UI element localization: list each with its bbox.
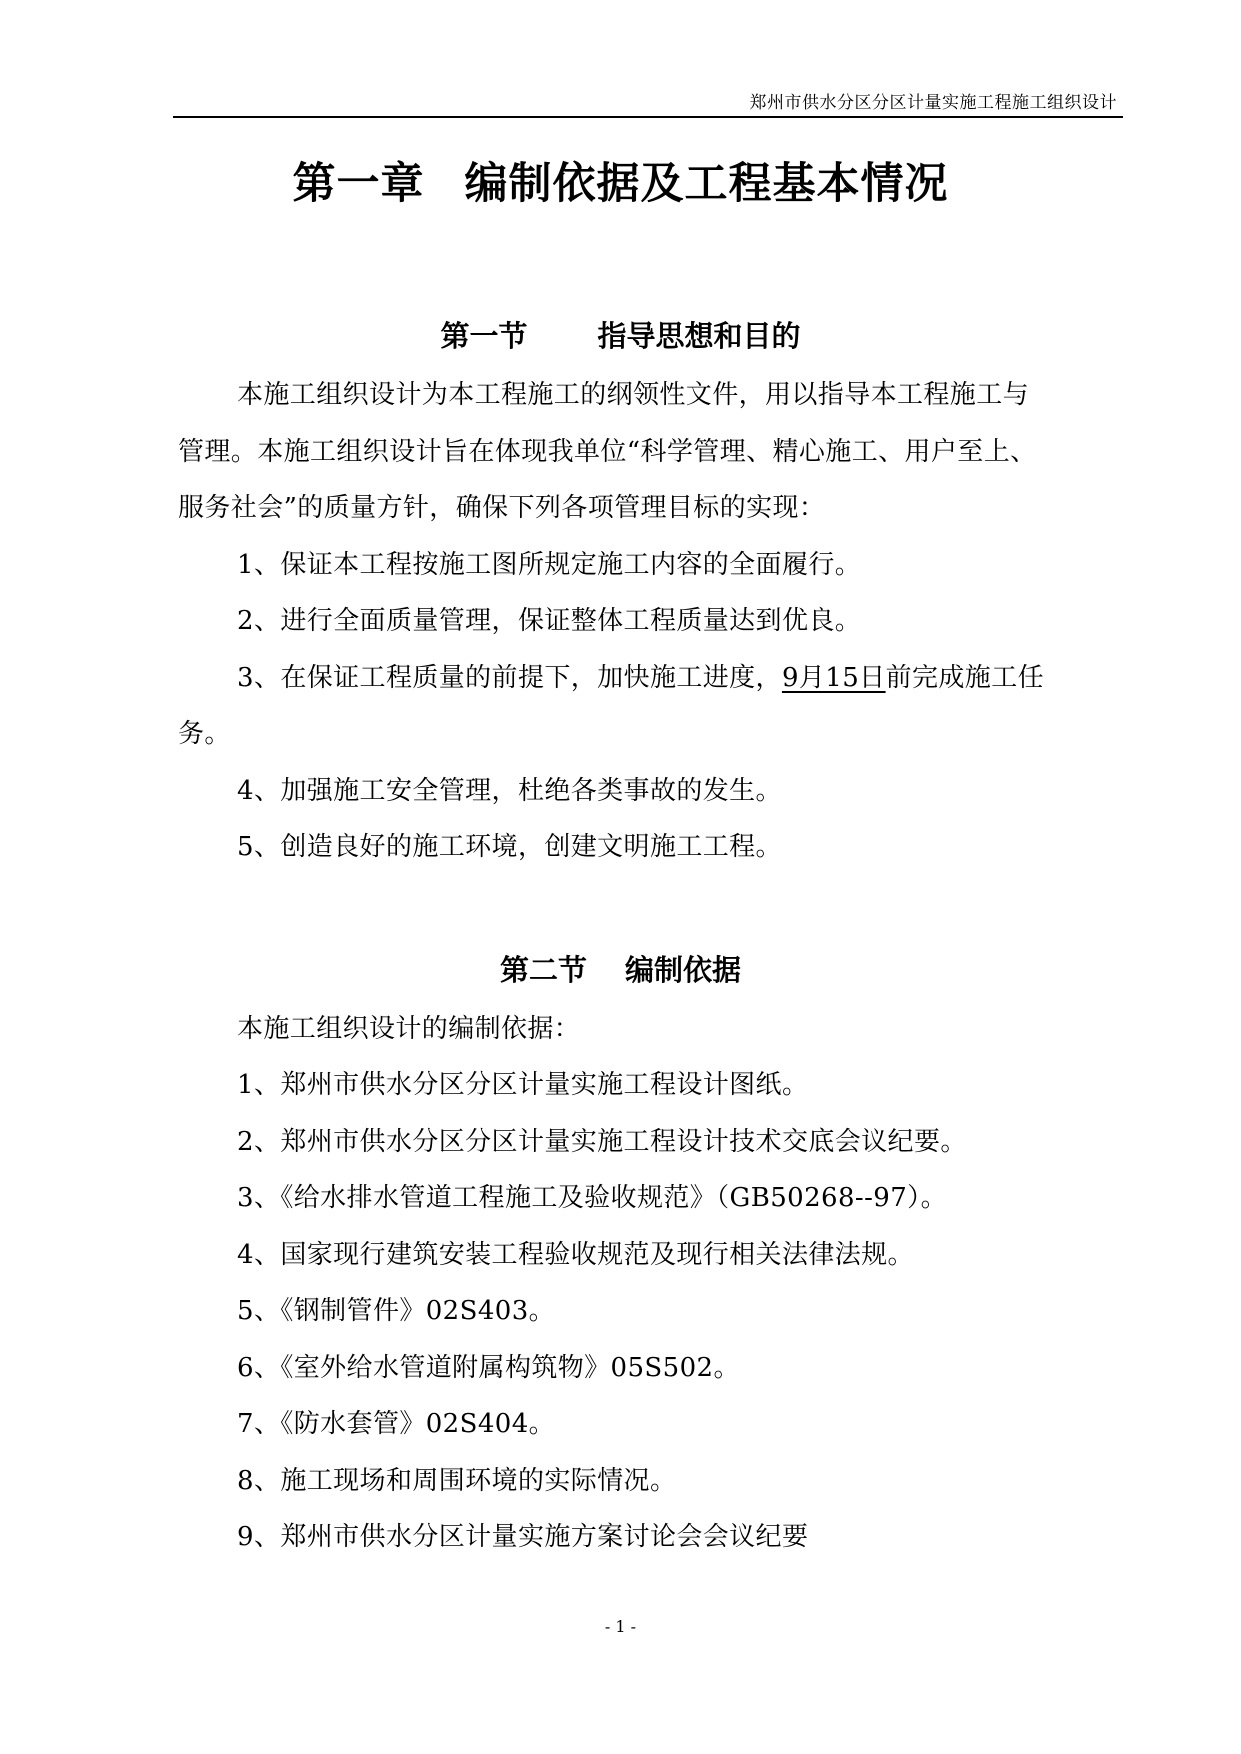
basis-item-3: 3、《给水排水管道工程施工及验收规范》（GB50268--97）。	[237, 1183, 947, 1213]
section-1-para-line-2: 管理。本施工组织设计旨在体现我单位“科学管理、精心施工、用户至上、	[178, 437, 1037, 467]
goal-4: 4、加强施工安全管理，杜绝各类事故的发生。	[237, 776, 782, 806]
goal-2: 2、进行全面质量管理，保证整体工程质量达到优良。	[237, 606, 862, 636]
chapter-number: 第一章	[292, 159, 425, 209]
basis-item-2: 2、郑州市供水分区分区计量实施工程设计技术交底会议纪要。	[237, 1127, 967, 1157]
section-1-para-line-1: 本施工组织设计为本工程施工的纲领性文件，用以指导本工程施工与	[237, 380, 1030, 410]
basis-item-7: 7、《防水套管》02S404。	[237, 1409, 556, 1439]
page-number: - 1 -	[604, 1617, 637, 1636]
section-1-number: 第一节	[440, 319, 528, 353]
basis-item-1: 1、郑州市供水分区分区计量实施工程设计图纸。	[237, 1070, 809, 1100]
section-2-intro: 本施工组织设计的编制依据：	[237, 1014, 581, 1044]
section-1-para-line-3: 服务社会”的质量方针，确保下列各项管理目标的实现：	[178, 493, 826, 523]
goal-3-deadline-date: 9月15日	[781, 663, 886, 693]
basis-item-4: 4、国家现行建筑安装工程验收规范及现行相关法律法规。	[237, 1240, 914, 1270]
goal-5: 5、创造良好的施工环境，创建文明施工工程。	[237, 832, 782, 862]
goal-3-continuation: 务。	[178, 719, 231, 749]
basis-item-5: 5、《钢制管件》02S403。	[237, 1296, 556, 1326]
goal-3-text-end: 前完成施工任	[885, 663, 1044, 693]
basis-item-8: 8、施工现场和周围环境的实际情况。	[237, 1466, 677, 1496]
section-2-number: 第二节	[499, 953, 587, 987]
section-2-name: 编制依据	[625, 953, 742, 987]
basis-item-9: 9、郑州市供水分区计量实施方案讨论会会议纪要	[237, 1522, 809, 1552]
chapter-title	[0, 150, 1241, 211]
page-header	[173, 84, 1123, 118]
chapter-name: 编制依据及工程基本情况	[464, 159, 949, 209]
section-1-name: 指导思想和目的	[597, 319, 801, 353]
basis-item-6: 6、《室外给水管道附属构筑物》05S502。	[237, 1353, 740, 1383]
goal-1: 1、保证本工程按施工图所规定施工内容的全面履行。	[237, 550, 862, 580]
section-2-title	[0, 948, 1241, 989]
goal-3	[237, 661, 1044, 695]
section-1-title	[0, 314, 1241, 355]
header-text: 郑州市供水分区分区计量实施工程施工组织设计	[749, 93, 1117, 113]
goal-3-text-start: 3、在保证工程质量的前提下，加快施工进度，	[237, 663, 782, 693]
